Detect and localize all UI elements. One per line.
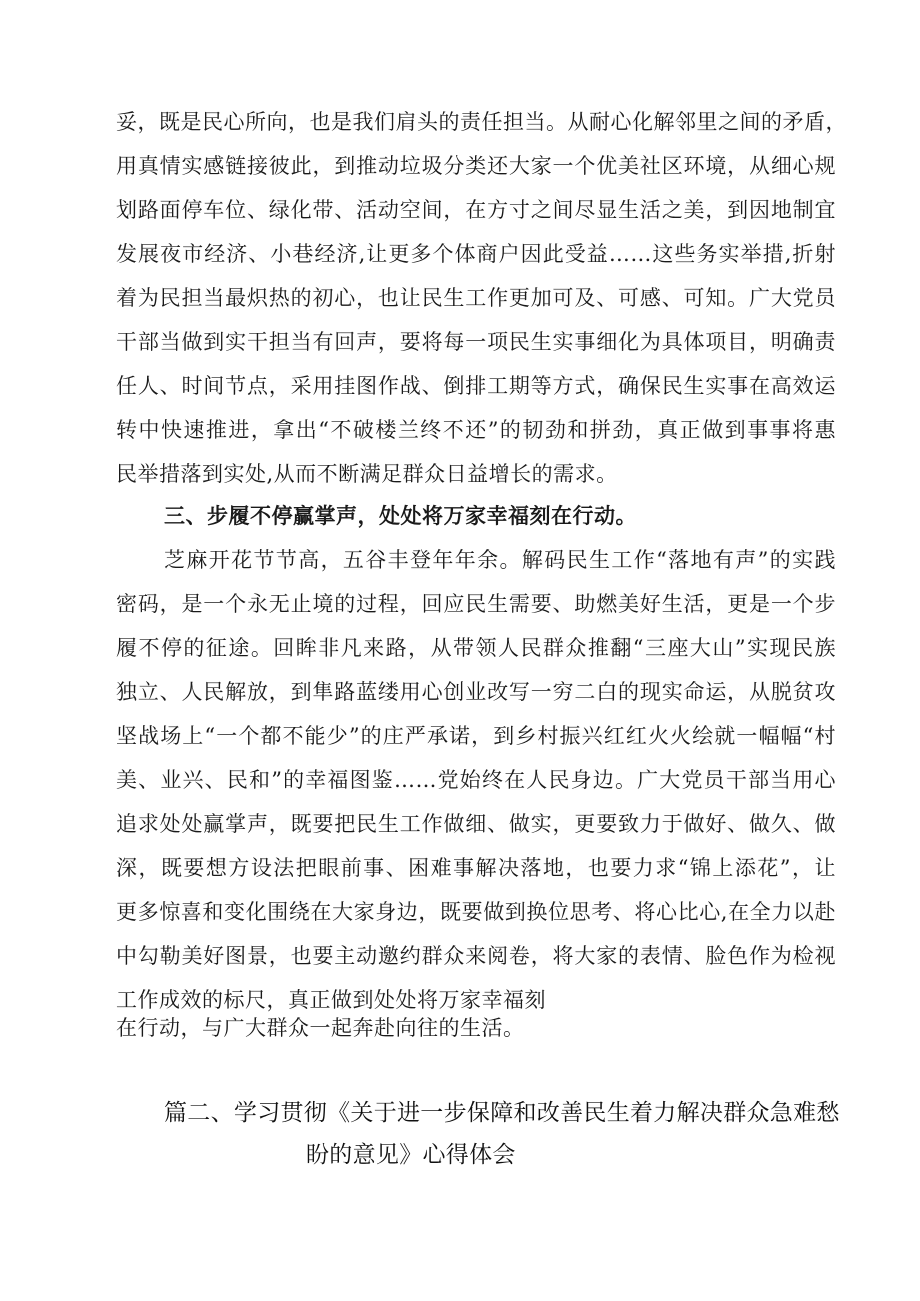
body-text-line: 追求处处赢掌声，既要把民生工作做细、做实，更要致力于做好、做久、做 (116, 812, 836, 836)
body-text-line: 密码，是一个永无止境的过程，回应民生需要、助燃美好生活，更是一个步 (116, 592, 836, 616)
body-text-line: 坚战场上“一个都不能少”的庄严承诺，到乡村振兴红红火火绘就一幅幅“村 (116, 724, 836, 748)
body-text-line: 芝麻开花节节高，五谷丰登年年余。解码民生工作“落地有声”的实践 (164, 548, 836, 572)
body-text-line: 干部当做到实干担当有回声，要将每一项民生实事细化为具体项目，明确责 (116, 330, 836, 354)
article-title-continuation: 盼的意见》心得体会 (306, 1142, 516, 1168)
body-text-line: 划路面停车位、绿化带、活动空间，在方寸之间尽显生活之美，到因地制宜 (116, 198, 836, 222)
body-text-line: 更多惊喜和变化围绕在大家身边，既要做到换位思考、将心比心,在全力以赴 (116, 900, 836, 924)
body-text-line: 中勾勒美好图景，也要主动邀约群众来阅卷，将大家的表情、脸色作为检视 (116, 944, 836, 968)
body-text-line: 履不停的征途。回眸非凡来路，从带领人民群众推翻“三座大山”实现民族 (116, 636, 836, 660)
body-text-line: 工作成效的标尺，真正做到处处将万家幸福刻 (116, 988, 546, 1012)
body-text-line: 民举措落到实处,从而不断满足群众日益增长的需求。 (116, 462, 618, 486)
body-text-line: 任人、时间节点，采用挂图作战、倒排工期等方式，确保民生实事在高效运 (116, 374, 836, 398)
body-text-line: 转中快速推进，拿出“不破楼兰终不还”的韧劲和拼劲，真正做到事事将惠 (116, 418, 836, 442)
body-text-line: 在行动，与广大群众一起奔赴向往的生活。 (116, 1016, 525, 1040)
body-text-line: 妥，既是民心所向，也是我们肩头的责任担当。从耐心化解邻里之间的矛盾， (116, 110, 847, 134)
body-text-line: 用真情实感链接彼此，到推动垃圾分类还大家一个优美社区环境，从细心规 (116, 154, 836, 178)
article-title: 篇二、学习贯彻《关于进一步保障和改善民生着力解决群众急难愁 (164, 1100, 840, 1126)
section-heading: 三、步履不停赢掌声，处处将万家幸福刻在行动。 (164, 504, 637, 528)
body-text-line: 着为民担当最炽热的初心，也让民生工作更加可及、可感、可知。广大党员 (116, 286, 836, 310)
body-text-line: 深，既要想方设法把眼前事、困难事解决落地，也要力求“锦上添花”，让 (116, 856, 836, 880)
body-text-line: 美、业兴、民和”的幸福图鉴……党始终在人民身边。广大党员干部当用心 (116, 768, 836, 792)
body-text-line: 独立、人民解放，到隼路蓝缕用心创业改写一穷二白的现实命运，从脱贫攻 (116, 680, 836, 704)
body-text-line: 发展夜市经济、小巷经济,让更多个体商户因此受益……这些务实举措,折射 (116, 242, 836, 266)
